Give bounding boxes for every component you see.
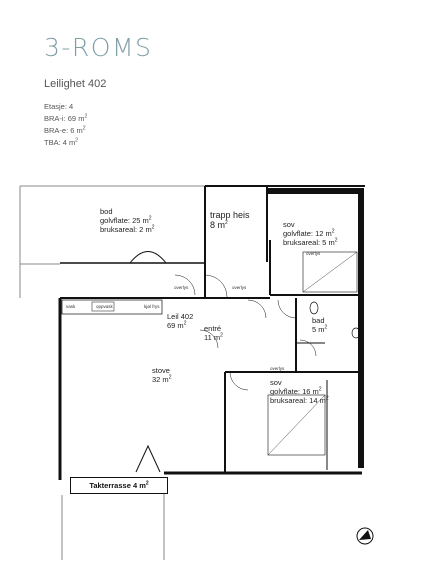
room-bod: bod golvflate: 25 $m^2$ bruksareal: 2 $m^2$ [100, 207, 155, 234]
overlys-label: overlys [270, 366, 285, 371]
page-title: 3-ROMS [44, 33, 153, 62]
overlys-label: overlys [174, 285, 189, 290]
spec-tba: TBA: 4 $m^2$ [44, 137, 79, 147]
room-trapp-heis: trapp heis 8 $m^2$ [210, 210, 250, 230]
dishwasher-label: oppvask [96, 304, 113, 309]
sink-label: vask [66, 304, 76, 309]
overlys-label: overlys [232, 285, 247, 290]
north-arrow-icon [356, 527, 374, 545]
room-sov-2: sov golvflate: 16 $m^2$ bruksareal: 14 $m^2$ [270, 378, 329, 405]
room-stove: stove 32 $m^2$ [152, 366, 172, 384]
room-bad: bad 5 $m^2$ [312, 316, 328, 334]
spec-bra-e: BRA-e: 6 $m^2$ [44, 125, 86, 135]
spec-bra-i: BRA-i: 69 $m^2$ [44, 113, 88, 123]
room-entre: entré 11 $m^2$ [204, 324, 223, 342]
room-sov-1: sov golvflate: 12 $m^2$ bruksareal: 5 $m^2$ [283, 220, 338, 247]
apartment-name: Leilighet 402 [44, 78, 107, 90]
overlys-label: overlys [306, 251, 321, 256]
terrace-label: Takterrasse 4 $m^2$ [70, 477, 168, 494]
room-leil-402: Leil 402 69 $m^2$ [167, 312, 194, 330]
spec-floor: Etasje: 4 [44, 102, 74, 111]
fridge-label: kjøl frys [144, 304, 160, 309]
